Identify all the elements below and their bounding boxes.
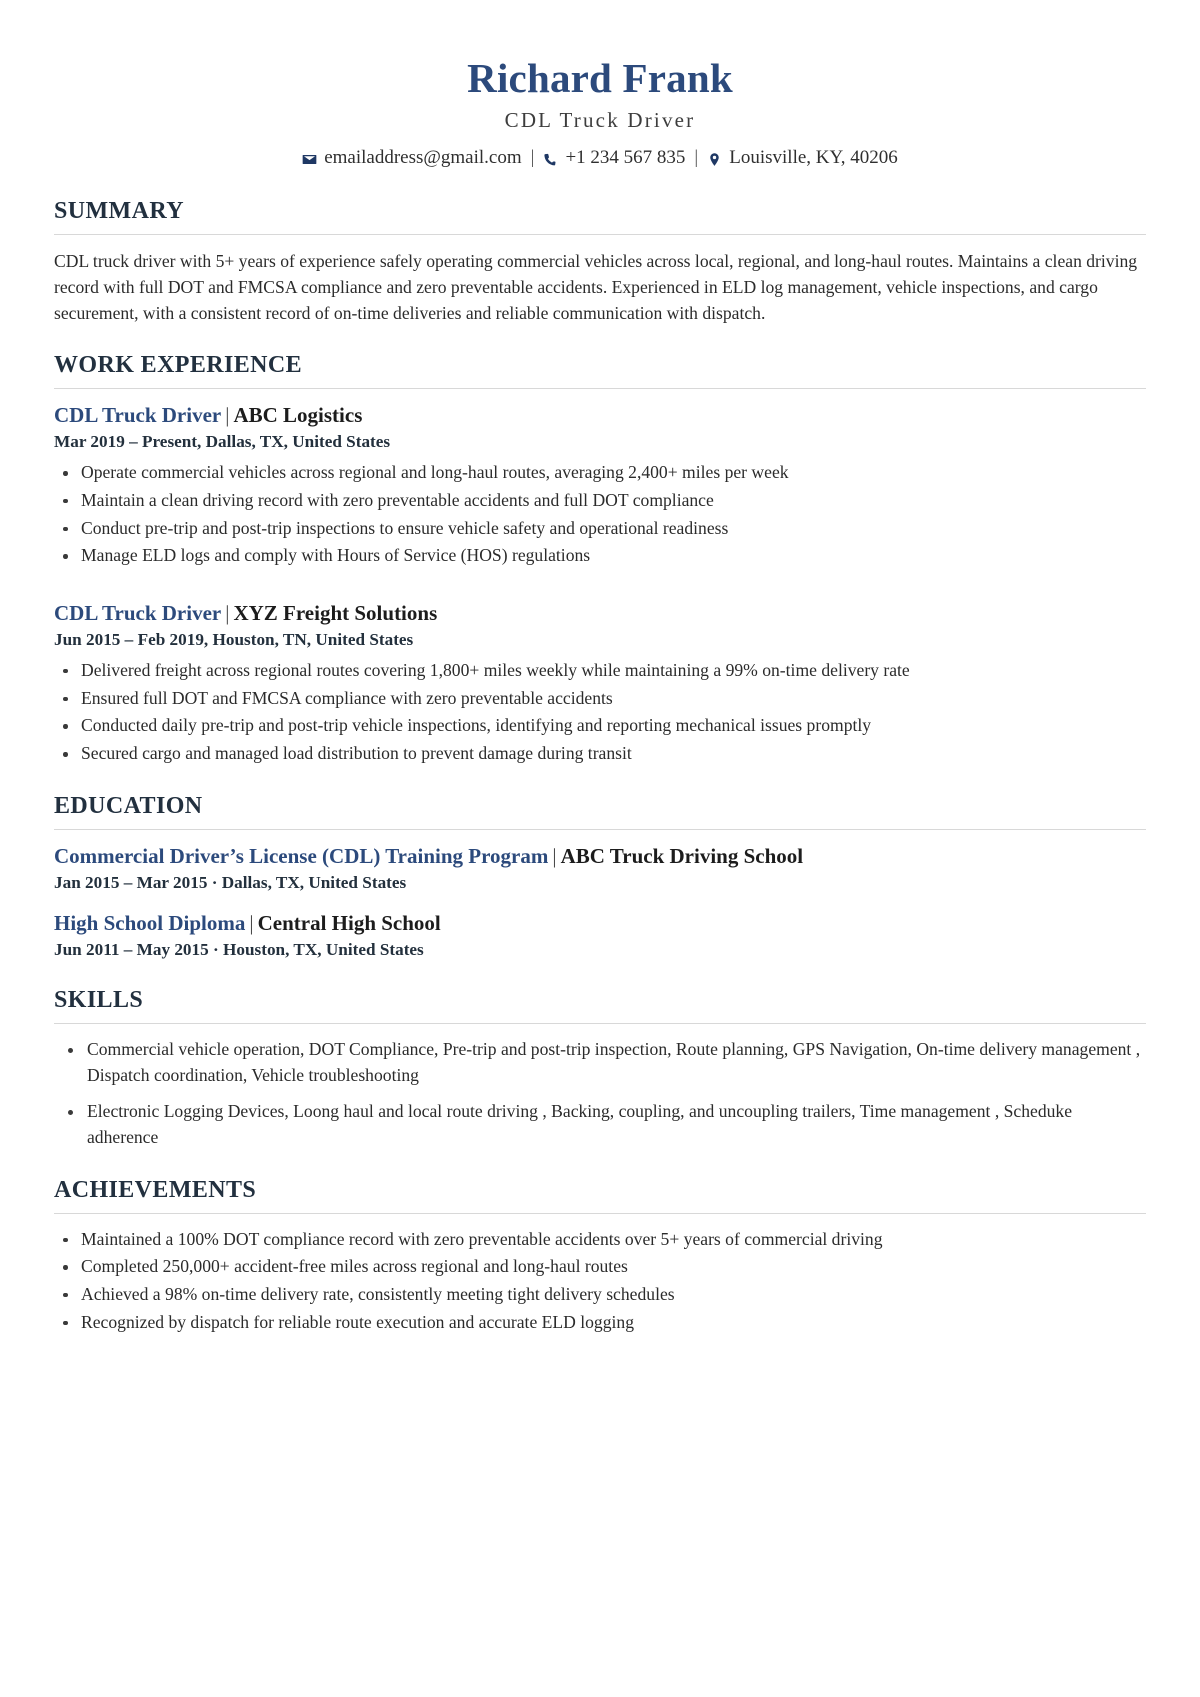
bullet-item: Manage ELD logs and comply with Hours of Service (HOS) regulations	[54, 543, 1146, 569]
work-entry-organization: XYZ Freight Solutions	[233, 600, 438, 625]
contact-email-text: emailaddress@gmail.com	[324, 146, 522, 168]
contact-line	[54, 145, 1146, 172]
work-entry-organization: ABC Logistics	[233, 403, 363, 428]
work-entry-heading	[54, 402, 1146, 429]
work-entry	[54, 402, 1146, 569]
section-title-work-experience: WORK EXPERIENCE	[54, 352, 303, 379]
section-title-achievements: ACHIEVEMENTS	[54, 1176, 257, 1203]
work-entry-separator: |	[225, 403, 230, 428]
education-school: ABC Truck Driving School	[560, 843, 804, 868]
bullet-item: Conduct pre-trip and post-trip inspections to ensure vehicle safety and operational readiness	[54, 516, 1146, 542]
achievement-item: Recognized by dispatch for reliable route execution and accurate ELD logging	[54, 1310, 1146, 1336]
education-entry-heading	[54, 910, 1146, 937]
section-skills	[54, 987, 1146, 1151]
map-pin-icon	[707, 152, 722, 167]
education-school: Central High School	[257, 910, 441, 935]
education-entry	[54, 910, 1146, 961]
section-divider	[54, 1213, 1146, 1214]
education-entry	[54, 843, 1146, 894]
achievement-item: Completed 250,000+ accident-free miles across regional and long-haul routes	[54, 1254, 1146, 1280]
section-achievements	[54, 1177, 1146, 1336]
work-entry-role: CDL Truck Driver	[54, 403, 222, 428]
education-entry-heading	[54, 843, 1146, 870]
work-entry-role: CDL Truck Driver	[54, 600, 222, 625]
resume-header	[54, 56, 1146, 172]
section-divider	[54, 388, 1146, 389]
achievements-list	[54, 1227, 1146, 1336]
section-title-skills: SKILLS	[54, 986, 144, 1013]
bullet-item: Ensured full DOT and FMCSA compliance with zero preventable accidents	[54, 686, 1146, 712]
skill-item: Commercial vehicle operation, DOT Compliance, Pre-trip and post-trip inspection, Route planning, GPS Navigation, On-time delivery management , Dispatch coordination, Vehicle troubleshooting	[54, 1037, 1146, 1088]
bullet-item: Conducted daily pre-trip and post-trip vehicle inspections, identifying and reporting mechanical issues promptly	[54, 713, 1146, 739]
contact-phone-text: +1 234 567 835	[565, 146, 686, 168]
section-divider	[54, 1023, 1146, 1024]
work-entry-bullets	[54, 460, 1146, 569]
bullet-item: Delivered freight across regional routes covering 1,800+ miles weekly while maintaining a 99% on-time delivery rate	[54, 658, 1146, 684]
education-entry-meta: Jan 2015 – Mar 2015 · Dallas, TX, United States	[54, 872, 407, 892]
bullet-item: Operate commercial vehicles across regional and long-haul routes, averaging 2,400+ miles per week	[54, 460, 1146, 486]
entry-spacer	[54, 586, 1146, 600]
contact-phone[interactable]	[543, 145, 685, 172]
contact-separator-2: |	[694, 146, 699, 168]
envelope-icon	[302, 152, 317, 167]
work-entry	[54, 600, 1146, 767]
section-divider	[54, 829, 1146, 830]
achievement-item: Achieved a 98% on-time delivery rate, consistently meeting tight delivery schedules	[54, 1282, 1146, 1308]
section-work-experience	[54, 352, 1146, 767]
section-education	[54, 793, 1146, 961]
work-entry-meta: Mar 2019 – Present, Dallas, TX, United States	[54, 431, 391, 451]
education-degree: High School Diploma	[54, 910, 246, 935]
contact-location-text: Louisville, KY, 40206	[729, 146, 898, 168]
bullet-item: Secured cargo and managed load distribution to prevent damage during transit	[54, 741, 1146, 767]
work-entry-bullets	[54, 658, 1146, 767]
education-separator: |	[249, 910, 254, 935]
candidate-job-title: CDL Truck Driver	[504, 107, 696, 132]
skill-item: Electronic Logging Devices, Loong haul and local route driving , Backing, coupling, and uncoupling trailers, Time management , Scheduke adherence	[54, 1099, 1146, 1150]
work-entry-meta: Jun 2015 – Feb 2019, Houston, TN, United States	[54, 629, 414, 649]
section-divider	[54, 234, 1146, 235]
section-summary	[54, 198, 1146, 327]
skills-list	[54, 1037, 1146, 1151]
education-degree: Commercial Driver’s License (CDL) Training Program	[54, 843, 549, 868]
work-entry-separator: |	[225, 600, 230, 625]
section-title-summary: SUMMARY	[54, 197, 184, 224]
phone-icon	[543, 152, 558, 167]
achievement-item: Maintained a 100% DOT compliance record with zero preventable accidents over 5+ years of commercial driving	[54, 1227, 1146, 1253]
education-entry-meta: Jun 2011 – May 2015 · Houston, TX, United States	[54, 939, 424, 959]
summary-text: CDL truck driver with 5+ years of experience safely operating commercial vehicles across local, regional, and long-haul routes. Maintains a clean driving record with full DOT and FMCSA compliance and zero preventable accidents. Experienced in ELD log management, vehicle inspections, and cargo securement, with a consistent record of on-time deliveries and reliable communication with dispatch.	[54, 250, 1138, 323]
contact-separator-1: |	[530, 146, 535, 168]
work-entry-heading	[54, 600, 1146, 627]
candidate-name: Richard Frank	[467, 55, 733, 101]
contact-email[interactable]	[302, 145, 521, 172]
section-title-education: EDUCATION	[54, 792, 203, 819]
bullet-item: Maintain a clean driving record with zero preventable accidents and full DOT compliance	[54, 488, 1146, 514]
contact-location	[707, 145, 898, 172]
education-separator: |	[552, 843, 557, 868]
